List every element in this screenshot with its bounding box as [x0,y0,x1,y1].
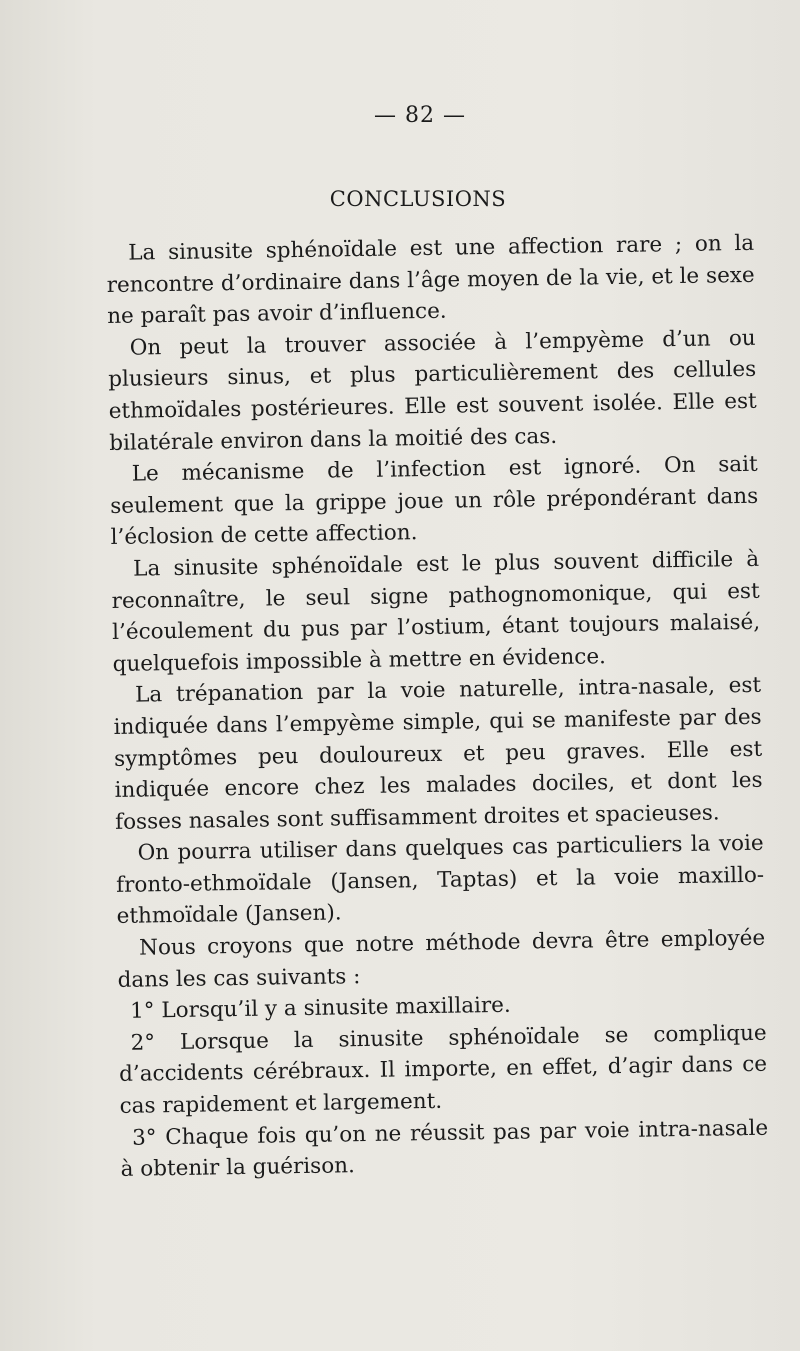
page-number: — 82 — [374,103,466,128]
body-text [106,228,769,1186]
paragraph: La sinusite sphénoïdale est une affection rare ; on la rencontre d’ordinaire dans l’âge moyen de la vie, et le sexe ne paraît pas avoir d’influence. [106,230,755,330]
paragraph: On pourra utiliser dans quelques cas particuliers la voie fronto-ethmoïdale (Jansen, Taptas) et la voie maxillo-ethmoïdale (Jansen). [115,831,765,930]
list-item: 2° Lorsque la sinusite sphénoïdale se complique d’accidents cérébraux. Il importe, en effet, d’agir dans ce cas rapidement et largement. [118,1020,768,1119]
paragraph: La sinusite sphénoïdale est le plus souvent difficile à reconnaître, le seul signe pathognomonique, qui est l’écoulement du pus par l’ostium, étant toujours malaisé, quelquefois impossible à mettre en évidence. [111,546,761,677]
list-item: 3° Chaque fois qu’on ne réussit pas par voie intra-nasale à obtenir la guérison. [120,1115,769,1183]
paragraph: Nous croyons que notre méthode devra être employée dans les cas suivants : [117,925,766,993]
list-item: 1° Lorsqu’il y a sinusite maxillaire. [129,992,511,1024]
paragraph: La trépanation par la voie naturelle, intra-nasale, est indiquée dans l’empyème simple, qui se manifeste par des symptômes peu douloureux et peu graves. Elle est indiquée encore chez les malades dociles, et dont les fosses nasales sont suffisamment droites et spacieuses. [113,673,763,835]
paragraph: Le mécanisme de l’infection est ignoré. On sait seulement que la grippe joue un rôle prépondérant dans l’éclosion de cette affection. [110,451,759,551]
paragraph: On peut la trouver associée à l’empyème d’un ou plusieurs sinus, et plus particulièrement des cellules ethmoïdales postérieures. Elle est souvent isolée. Elle est bilatérale environ dans la moitié des cas. [108,325,757,456]
page-title: CONCLUSIONS [329,187,507,211]
